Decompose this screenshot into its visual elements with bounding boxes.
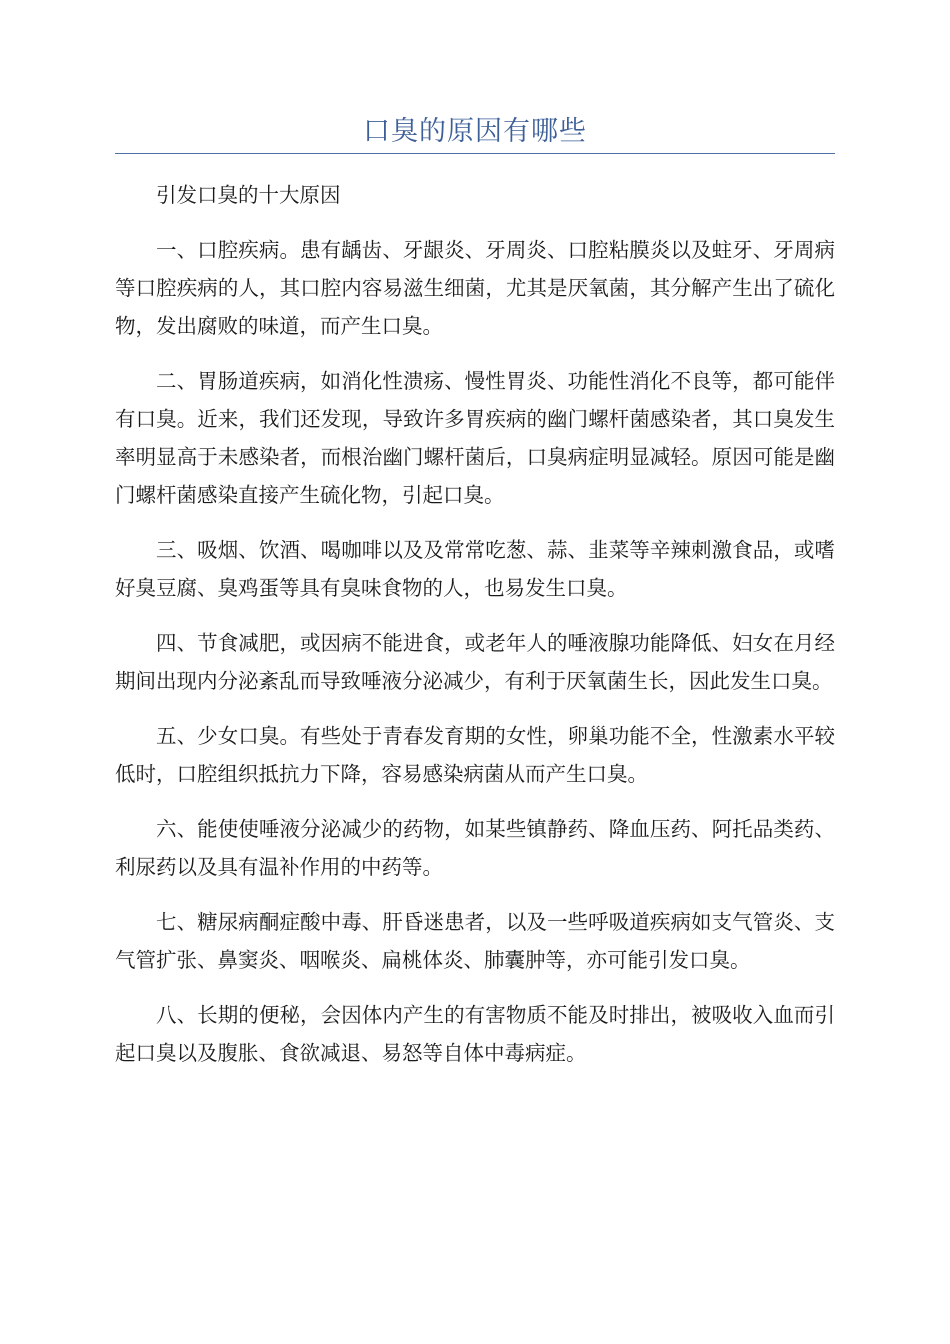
- paragraph-cause-1: 一、口腔疾病。患有龋齿、牙龈炎、牙周炎、口腔粘膜炎以及蛀牙、牙周病等口腔疾病的人，其口腔内容易滋生细菌，尤其是厌氧菌，其分解产生出了硫化物，发出腐败的味道，而产生口臭。: [115, 238, 835, 338]
- paragraph-cause-6: 六、能使使唾液分泌减少的药物，如某些镇静药、降血压药、阿托品类药、利尿药以及具有温补作用的中药等。: [115, 817, 835, 879]
- paragraph-cause-3: 三、吸烟、饮酒、喝咖啡以及及常常吃葱、蒜、韭菜等辛辣刺激食品，或嗜好臭豆腐、臭鸡蛋等具有臭味食物的人，也易发生口臭。: [115, 538, 835, 600]
- paragraph-intro: 引发口臭的十大原因: [156, 183, 341, 207]
- document-title: 口臭的原因有哪些: [363, 116, 587, 147]
- paragraph-cause-2: 二、胃肠道疾病，如消化性溃疡、慢性胃炎、功能性消化不良等，都可能伴有口臭。近来，我们还发现，导致许多胃疾病的幽门螺杆菌感染者，其口臭发生率明显高于未感染者，而根治幽门螺杆菌后，口臭病症明显减轻。原因可能是幽门螺杆菌感染直接产生硫化物，引起口臭。: [115, 369, 835, 507]
- title-underline: [115, 153, 835, 154]
- paragraph-cause-7: 七、糖尿病酮症酸中毒、肝昏迷患者，以及一些呼吸道疾病如支气管炎、支气管扩张、鼻窦炎、咽喉炎、扁桃体炎、肺囊肿等，亦可能引发口臭。: [115, 910, 835, 972]
- paragraph-cause-8: 八、长期的便秘，会因体内产生的有害物质不能及时排出，被吸收入血而引起口臭以及腹胀、食欲减退、易怒等自体中毒病症。: [115, 1003, 835, 1065]
- paragraph-cause-5: 五、少女口臭。有些处于青春发育期的女性，卵巢功能不全，性激素水平较低时，口腔组织抵抗力下降，容易感染病菌从而产生口臭。: [115, 724, 835, 786]
- document-body: [115, 176, 835, 1089]
- paragraph-cause-4: 四、节食减肥，或因病不能进食，或老年人的唾液腺功能降低、妇女在月经期间出现内分泌紊乱而导致唾液分泌减少，有利于厌氧菌生长，因此发生口臭。: [115, 631, 835, 693]
